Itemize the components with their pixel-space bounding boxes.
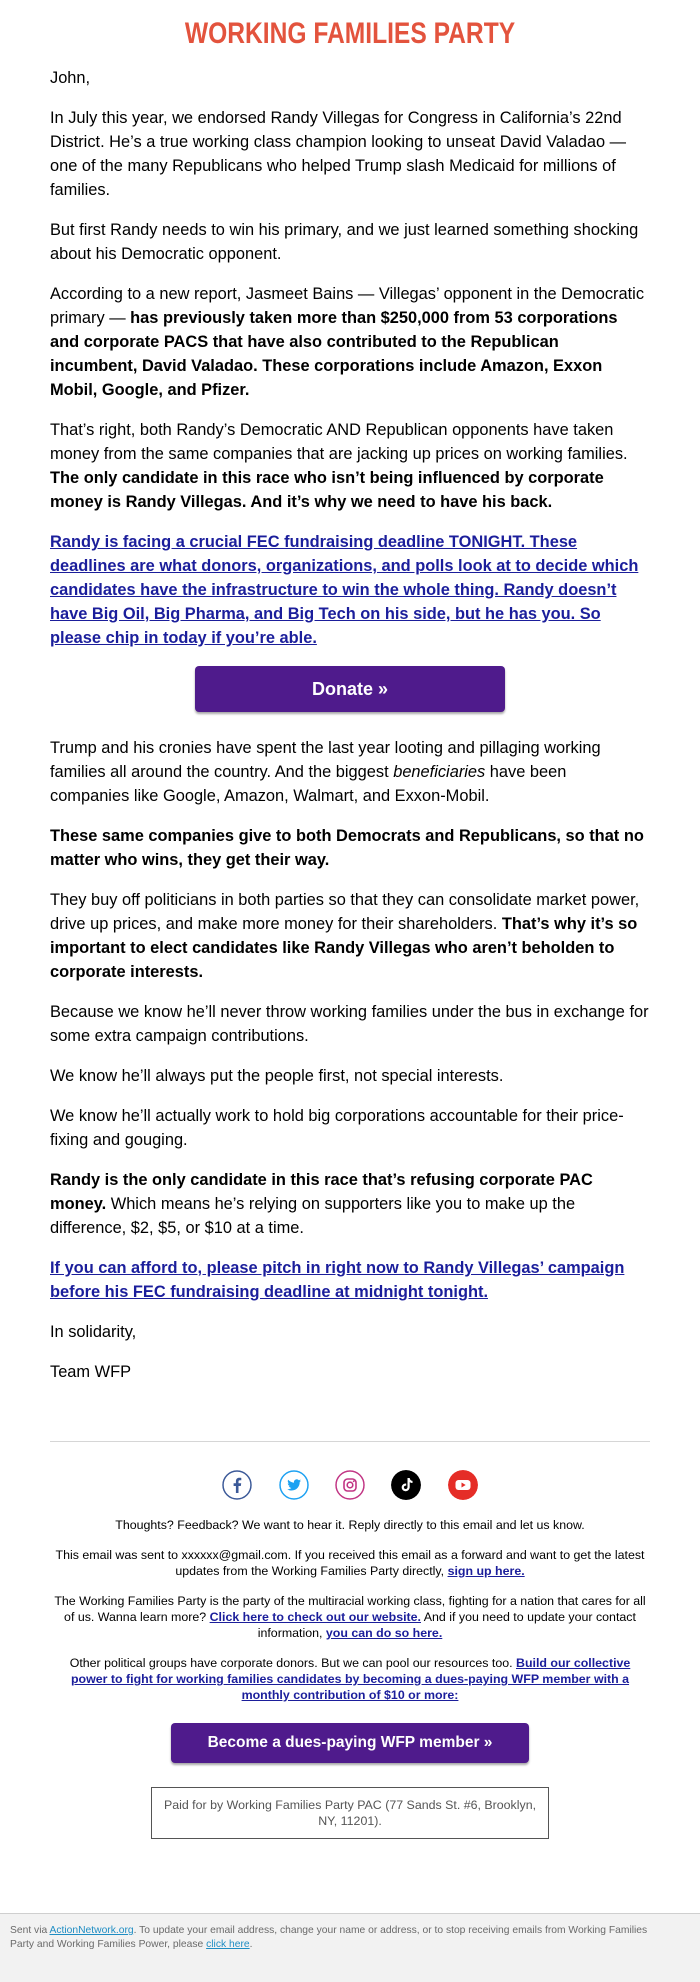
- paragraph-7-text: They buy off politicians in both parties so that they can consolidate market power, drive up prices, and make more money for their shareholders.: [50, 891, 640, 933]
- feedback-text: Thoughts? Feedback? We want to hear it. Reply directly to this email and let us know.: [115, 1518, 585, 1532]
- paragraph-11-bold: Randy is the only candidate in this race that’s refusing corporate PAC money.: [50, 1171, 593, 1213]
- pitch-in-link[interactable]: If you can afford to, please pitch in right now to Randy Villegas’ campaign before his FEC fundraising deadline at midnight tonight.: [50, 1259, 625, 1301]
- fec-deadline-link[interactable]: Randy is facing a crucial FEC fundraising deadline TONIGHT. These deadlines are what donors, organizations, and polls look at to decide which candidates have the infrastructure to win the whole thing. Randy doesn’t have Big Oil, Big Pharma, and Big Tech on his side, but he has you. So please chip in today if you’re able.: [50, 533, 639, 647]
- unsubscribe-text: . To update your email address, change your name or address, or to stop receiving emails from Working Families Party and Working Families Power, please: [10, 1925, 648, 1950]
- about-text: [50, 1593, 650, 1641]
- paragraph-4-text: That’s right, both Randy’s Democratic AND Republican opponents have taken money from the same companies that are jacking up prices on working families.: [50, 421, 628, 463]
- email-body: [50, 66, 650, 1400]
- paragraph-2: But first Randy needs to win his primary, and we just learned something shocking about his Democratic opponent.: [50, 221, 639, 263]
- paragraph-5-text-a: Trump and his cronies have spent the last year looting and pillaging working families all around the country. And the biggest: [50, 739, 601, 781]
- pool-label: Other political groups have corporate donors. But we can pool our resources too.: [69, 1656, 516, 1670]
- website-link[interactable]: Click here to check out our website.: [209, 1610, 421, 1624]
- paragraph-4-bold: The only candidate in this race who isn’t being influenced by corporate money is Randy Villegas. And it’s why we need to have his back.: [50, 469, 604, 511]
- sent-to-label: This email was sent to xxxxxx@gmail.com. If you received this email as a forward and want to get the latest updates from the Working Families Party directly,: [55, 1548, 645, 1578]
- action-network-link[interactable]: ActionNetwork.org: [49, 1925, 134, 1936]
- facebook-icon[interactable]: [222, 1470, 252, 1500]
- action-network-text: [10, 1924, 670, 1952]
- paragraph-5-text-b: have been companies like Google, Amazon, Walmart, and Exxon-Mobil.: [50, 763, 567, 805]
- instagram-icon[interactable]: [335, 1470, 365, 1500]
- youtube-icon[interactable]: [448, 1470, 478, 1500]
- paragraph-4: [50, 418, 650, 514]
- become-member-button[interactable]: Become a dues-paying WFP member »: [171, 1723, 529, 1763]
- paragraph-10: We know he’ll actually work to hold big corporations accountable for their price-fixing and gouging.: [50, 1107, 624, 1149]
- membership-link[interactable]: Build our collective power to fight for working families candidates by becoming a dues-paying WFP member with a monthly contribution of $10 or more:: [70, 1656, 631, 1702]
- member-button-wrap: [50, 1723, 650, 1763]
- signature: Team WFP: [50, 1363, 132, 1381]
- paid-for-disclaimer: Paid for by Working Families Party PAC (77 Sands St. #6, Brooklyn, NY, 11201).: [151, 1787, 549, 1839]
- paragraph-11-text: Which means he’s relying on supporters like you to make up the difference, $2, $5, or $10 at a time.: [50, 1195, 576, 1237]
- sign-up-link[interactable]: sign up here.: [447, 1564, 525, 1578]
- footer-divider: [50, 1441, 650, 1442]
- paragraph-6: These same companies give to both Democrats and Republicans, so that no matter who wins, they get their way.: [50, 827, 644, 869]
- update-contact-link[interactable]: you can do so here.: [325, 1626, 443, 1640]
- paragraph-3-bold: has previously taken more than $250,000 from 53 corporations and corporate PACS that have also contributed to the Republican incumbent, David Valadao. These corporations include Amazon, Exxon Mobil, Google, and Pfizer.: [50, 309, 618, 399]
- social-links: [0, 1470, 700, 1500]
- paragraph-5-emphasis: beneficiaries: [393, 763, 486, 781]
- paragraph-11: [50, 1168, 650, 1240]
- tiktok-icon[interactable]: [391, 1470, 421, 1500]
- sent-to-text: [50, 1547, 650, 1579]
- paragraph-8: Because we know he’ll never throw working families under the bus in exchange for some extra campaign contributions.: [50, 1003, 649, 1045]
- paragraph-7: [50, 888, 650, 984]
- period: .: [249, 1939, 253, 1950]
- greeting: John,: [50, 69, 91, 87]
- donate-button-wrap: [50, 666, 650, 712]
- paragraph-7-bold: That’s why it’s so important to elect candidates like Randy Villegas who aren’t beholden to corporate interests.: [50, 915, 638, 981]
- sent-via-label: Sent via: [10, 1925, 50, 1936]
- action-network-bar: [0, 1913, 700, 1982]
- paragraph-1: In July this year, we endorsed Randy Villegas for Congress in California’s 22nd District. He’s a true working class champion looking to unseat David Valadao — one of the many Republicans who helped Trump slash Medicaid for millions of families.: [50, 109, 627, 199]
- paragraph-9: We know he’ll always put the people first, not special interests.: [50, 1067, 504, 1085]
- twitter-icon[interactable]: [279, 1470, 309, 1500]
- wfp-logo[interactable]: WORKING FAMILIES PARTY: [184, 17, 516, 50]
- unsubscribe-link[interactable]: click here: [206, 1939, 250, 1950]
- paragraph-5: [50, 736, 650, 808]
- about-label-2: And if you need to update your contact information,: [257, 1610, 636, 1640]
- email-footer: [50, 1517, 650, 1839]
- paragraph-3-text: According to a new report, Jasmeet Bains — Villegas’ opponent in the Democratic primary —: [50, 285, 645, 327]
- donate-button[interactable]: Donate »: [195, 666, 505, 712]
- paragraph-3: [50, 282, 650, 402]
- pool-resources-text: [50, 1655, 650, 1703]
- about-label: The Working Families Party is the party of the multiracial working class, fighting for a nation that cares for all of us. Wanna learn more?: [54, 1594, 646, 1624]
- signoff: In solidarity,: [50, 1323, 137, 1341]
